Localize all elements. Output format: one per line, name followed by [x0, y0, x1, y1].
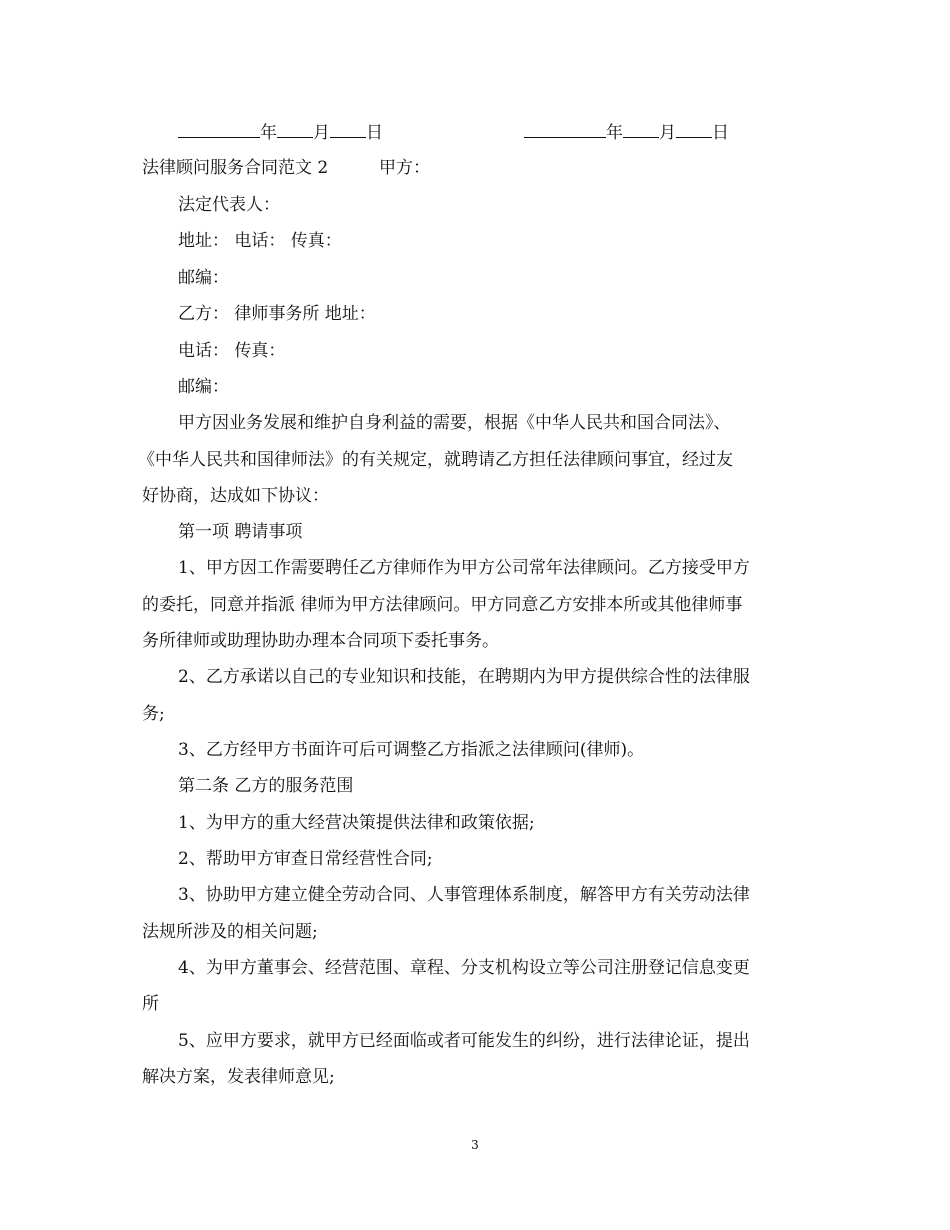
month-label: 月 — [313, 123, 330, 143]
section-1-heading: 第一项 聘请事项 — [178, 522, 303, 542]
preamble-line-3: 好协商，达成如下协议： — [142, 486, 329, 506]
year-label: 年 — [606, 123, 623, 143]
preamble-line-1: 甲方因业务发展和维护自身利益的需要，根据《中华人民共和国合同法》、 — [178, 413, 731, 433]
contract-title: 法律顾问服务合同范文 2 — [142, 158, 329, 178]
preamble-line-2: 《中华人民共和国律师法》的有关规定，就聘请乙方担任法律顾问事宜，经过友 — [138, 450, 733, 470]
date-line-right — [524, 121, 729, 143]
s1-item3: 3、乙方经甲方书面许可后可调整乙方指派之法律顾问(律师)。 — [178, 740, 645, 760]
s1-item1-line-3: 务所律师或助理协助办理本合同项下委托事务。 — [142, 631, 499, 651]
day-label: 日 — [712, 123, 729, 143]
blank-year — [524, 121, 606, 138]
blank-month — [623, 121, 659, 138]
section-2-heading: 第二条 乙方的服务范围 — [178, 776, 354, 796]
s1-item1-line-2: 的委托，同意并指派 律师为甲方法律顾问。甲方同意乙方安排本所或其他律师事 — [142, 595, 743, 615]
s2-item5-line-2: 解决方案，发表律师意见; — [142, 1067, 335, 1087]
s1-item1-line-1: 1、甲方因工作需要聘任乙方律师作为甲方公司常年法律顾问。乙方接受甲方 — [178, 558, 750, 578]
party-a-postcode: 邮编： — [178, 268, 229, 288]
s2-item1: 1、为甲方的重大经营决策提供法律和政策依据; — [178, 813, 535, 833]
blank-year — [178, 121, 260, 138]
blank-month — [277, 121, 313, 138]
day-label: 日 — [366, 123, 383, 143]
date-line-left — [178, 121, 383, 143]
s2-item4-line-1: 4、为甲方董事会、经营范围、章程、分支机构设立等公司注册登记信息变更 — [178, 958, 750, 978]
party-b-postcode: 邮编： — [178, 377, 229, 397]
month-label: 月 — [659, 123, 676, 143]
s2-item4-line-2: 所 — [142, 994, 159, 1014]
s2-item3-line-1: 3、协助甲方建立健全劳动合同、人事管理体系制度，解答甲方有关劳动法律 — [178, 885, 750, 905]
blank-day — [330, 121, 366, 138]
party-a-address-phone-fax: 地址： 电话： 传真： — [178, 231, 342, 251]
year-label: 年 — [260, 123, 277, 143]
s1-item2-line-2: 务; — [142, 704, 165, 724]
party-a-label: 甲方： — [379, 158, 430, 178]
page-number: 3 — [471, 1138, 479, 1152]
blank-day — [676, 121, 712, 138]
s1-item2-line-1: 2、乙方承诺以自己的专业知识和技能，在聘期内为甲方提供综合性的法律服 — [178, 667, 750, 687]
s2-item3-line-2: 法规所涉及的相关问题; — [142, 922, 318, 942]
s2-item5-line-1: 5、应甲方要求，就甲方已经面临或者可能发生的纠纷，进行法律论证，提出 — [178, 1031, 750, 1051]
s2-item2: 2、帮助甲方审查日常经营性合同; — [178, 849, 433, 869]
legal-representative: 法定代表人： — [178, 195, 280, 215]
party-b-line: 乙方： 律师事务所 地址： — [178, 304, 376, 324]
party-b-phone-fax: 电话： 传真： — [178, 341, 286, 361]
